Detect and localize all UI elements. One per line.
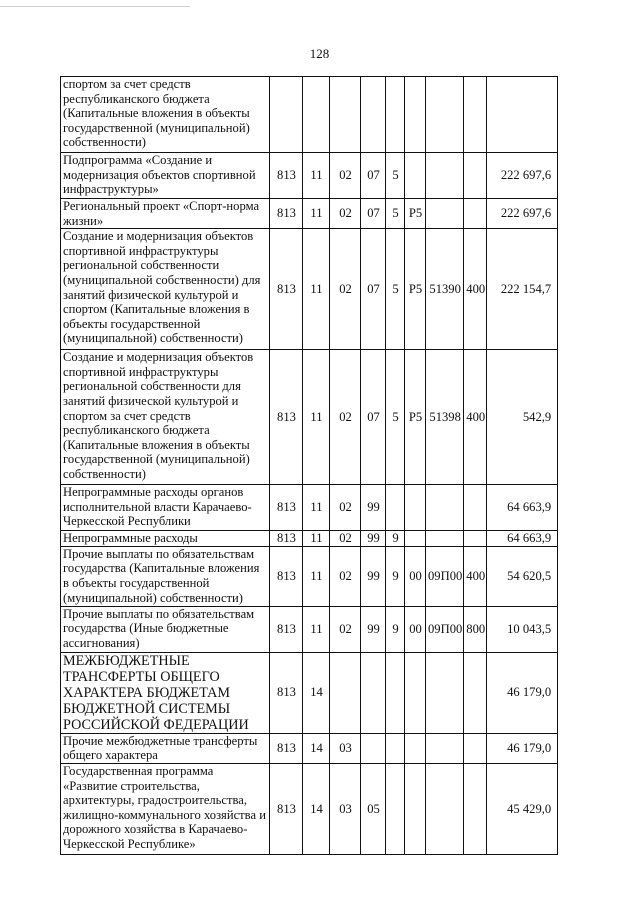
project-code (405, 531, 426, 547)
table-row (61, 199, 558, 229)
project-code (405, 733, 426, 763)
subprogram-code (386, 77, 405, 153)
row-name: Прочие выплаты по обязательствам государства (Иные бюджетные ассигнования) (61, 606, 270, 652)
expense-type-code (464, 485, 487, 531)
program-code (361, 733, 386, 763)
expense-type-code (464, 77, 487, 153)
project-code (405, 485, 426, 531)
direction-code (426, 531, 464, 547)
amount: 10 043,5 (487, 606, 558, 652)
direction-code: 09П00 (426, 546, 464, 606)
scan-edge-mark (0, 0, 190, 7)
direction-code (426, 485, 464, 531)
table-row (61, 546, 558, 606)
expense-type-code: 400 (464, 546, 487, 606)
table-row (61, 733, 558, 763)
table-row (61, 153, 558, 199)
section-code: 14 (303, 733, 330, 763)
subprogram-code: 5 (386, 350, 405, 485)
program-code: 07 (361, 153, 386, 199)
amount: 46 179,0 (487, 652, 558, 733)
subsection-code: 02 (330, 199, 361, 229)
program-code: 99 (361, 531, 386, 547)
direction-code (426, 763, 464, 854)
section-code: 11 (303, 229, 330, 350)
ministry-code: 813 (270, 531, 303, 547)
amount: 222 697,6 (487, 199, 558, 229)
subsection-code: 02 (330, 546, 361, 606)
program-code (361, 652, 386, 733)
subsection-code: 02 (330, 229, 361, 350)
expense-type-code (464, 652, 487, 733)
subsection-code: 02 (330, 153, 361, 199)
subprogram-code: 5 (386, 229, 405, 350)
ministry-code: 813 (270, 153, 303, 199)
subsection-code: 03 (330, 763, 361, 854)
budget-table (60, 76, 558, 855)
expense-type-code (464, 199, 487, 229)
row-name: Региональный проект «Спорт-норма жизни» (61, 199, 270, 229)
section-code: 14 (303, 763, 330, 854)
project-code: P5 (405, 350, 426, 485)
section-code: 11 (303, 350, 330, 485)
program-code: 99 (361, 546, 386, 606)
table-row (61, 652, 558, 733)
amount: 64 663,9 (487, 485, 558, 531)
project-code (405, 153, 426, 199)
project-code (405, 763, 426, 854)
table-row (61, 606, 558, 652)
amount: 64 663,9 (487, 531, 558, 547)
expense-type-code (464, 763, 487, 854)
section-code: 14 (303, 652, 330, 733)
expense-type-code (464, 531, 487, 547)
program-code: 07 (361, 199, 386, 229)
table-row (61, 229, 558, 350)
amount (487, 77, 558, 153)
program-code: 99 (361, 485, 386, 531)
ministry-code: 813 (270, 199, 303, 229)
row-name: Прочие межбюджетные трансферты общего характера (61, 733, 270, 763)
subprogram-code: 5 (386, 199, 405, 229)
section-code: 11 (303, 606, 330, 652)
subsection-code: 02 (330, 485, 361, 531)
direction-code (426, 153, 464, 199)
expense-type-code: 400 (464, 350, 487, 485)
program-code: 05 (361, 763, 386, 854)
subsection-code: 02 (330, 531, 361, 547)
project-code: P5 (405, 229, 426, 350)
subsection-code: 02 (330, 606, 361, 652)
section-code: 11 (303, 153, 330, 199)
row-name: МЕЖБЮДЖЕТНЫЕ ТРАНСФЕРТЫ ОБЩЕГО ХАРАКТЕРА БЮДЖЕТАМ БЮДЖЕТНОЙ СИСТЕМЫ РОССИЙСКОЙ ФЕДЕРАЦИИ (61, 652, 270, 733)
subprogram-code (386, 763, 405, 854)
project-code: 00 (405, 606, 426, 652)
row-name: Непрограммные расходы органов исполнительной власти Карачаево-Черкесской Республики (61, 485, 270, 531)
expense-type-code: 800 (464, 606, 487, 652)
ministry-code: 813 (270, 350, 303, 485)
expense-type-code (464, 153, 487, 199)
row-name: Прочие выплаты по обязательствам государства (Капитальные вложения в объекты государственной (муниципальной) собственности) (61, 546, 270, 606)
section-code (303, 77, 330, 153)
direction-code (426, 199, 464, 229)
subprogram-code: 9 (386, 606, 405, 652)
ministry-code: 813 (270, 763, 303, 854)
subprogram-code (386, 733, 405, 763)
amount: 222 697,6 (487, 153, 558, 199)
direction-code: 09П00 (426, 606, 464, 652)
subsection-code (330, 77, 361, 153)
subsection-code: 02 (330, 350, 361, 485)
subprogram-code (386, 485, 405, 531)
ministry-code: 813 (270, 546, 303, 606)
subsection-code: 03 (330, 733, 361, 763)
ministry-code: 813 (270, 652, 303, 733)
amount: 45 429,0 (487, 763, 558, 854)
section-code: 11 (303, 546, 330, 606)
program-code: 99 (361, 606, 386, 652)
subprogram-code: 5 (386, 153, 405, 199)
page-number: 128 (309, 46, 330, 61)
amount: 542,9 (487, 350, 558, 485)
program-code: 07 (361, 350, 386, 485)
row-name: Подпрограмма «Создание и модернизация объектов спортивной инфраструктуры» (61, 153, 270, 199)
subprogram-code: 9 (386, 531, 405, 547)
project-code (405, 652, 426, 733)
row-name: Создание и модернизация объектов спортивной инфраструктуры региональной собственности (муниципальной собственности) для занятий физической культурой и спортом (Капитальные вложения в объекты государственной (муниципальной) собственности) (61, 229, 270, 350)
row-name: спортом за счет средств республиканского бюджета (Капитальные вложения в объекты государственной (муниципальной) собственности) (61, 77, 270, 153)
amount: 222 154,7 (487, 229, 558, 350)
section-code: 11 (303, 485, 330, 531)
project-code: P5 (405, 199, 426, 229)
table-row (61, 531, 558, 547)
table-row (61, 350, 558, 485)
table-row (61, 485, 558, 531)
row-name: Непрограммные расходы (61, 531, 270, 547)
program-code: 07 (361, 229, 386, 350)
ministry-code: 813 (270, 485, 303, 531)
program-code (361, 77, 386, 153)
direction-code: 51398 (426, 350, 464, 485)
section-code: 11 (303, 199, 330, 229)
project-code: 00 (405, 546, 426, 606)
direction-code: 51390 (426, 229, 464, 350)
row-name: Государственная программа «Развитие строительства, архитектуры, градостроительства, жилищно-коммунального хозяйства и дорожного хозяйства в Карачаево-Черкесской Республике» (61, 763, 270, 854)
direction-code (426, 652, 464, 733)
amount: 54 620,5 (487, 546, 558, 606)
table-row (61, 77, 558, 153)
table-row (61, 763, 558, 854)
ministry-code: 813 (270, 229, 303, 350)
subprogram-code (386, 652, 405, 733)
row-name: Создание и модернизация объектов спортивной инфраструктуры региональной собственности для занятий физической культурой и спортом за счет средств республиканского бюджета (Капитальные вложения в объекты государственной (муниципальной) собственности) (61, 350, 270, 485)
ministry-code: 813 (270, 606, 303, 652)
expense-type-code: 400 (464, 229, 487, 350)
project-code (405, 77, 426, 153)
section-code: 11 (303, 531, 330, 547)
ministry-code (270, 77, 303, 153)
ministry-code: 813 (270, 733, 303, 763)
subsection-code (330, 652, 361, 733)
direction-code (426, 733, 464, 763)
expense-type-code (464, 733, 487, 763)
direction-code (426, 77, 464, 153)
amount: 46 179,0 (487, 733, 558, 763)
subprogram-code: 9 (386, 546, 405, 606)
